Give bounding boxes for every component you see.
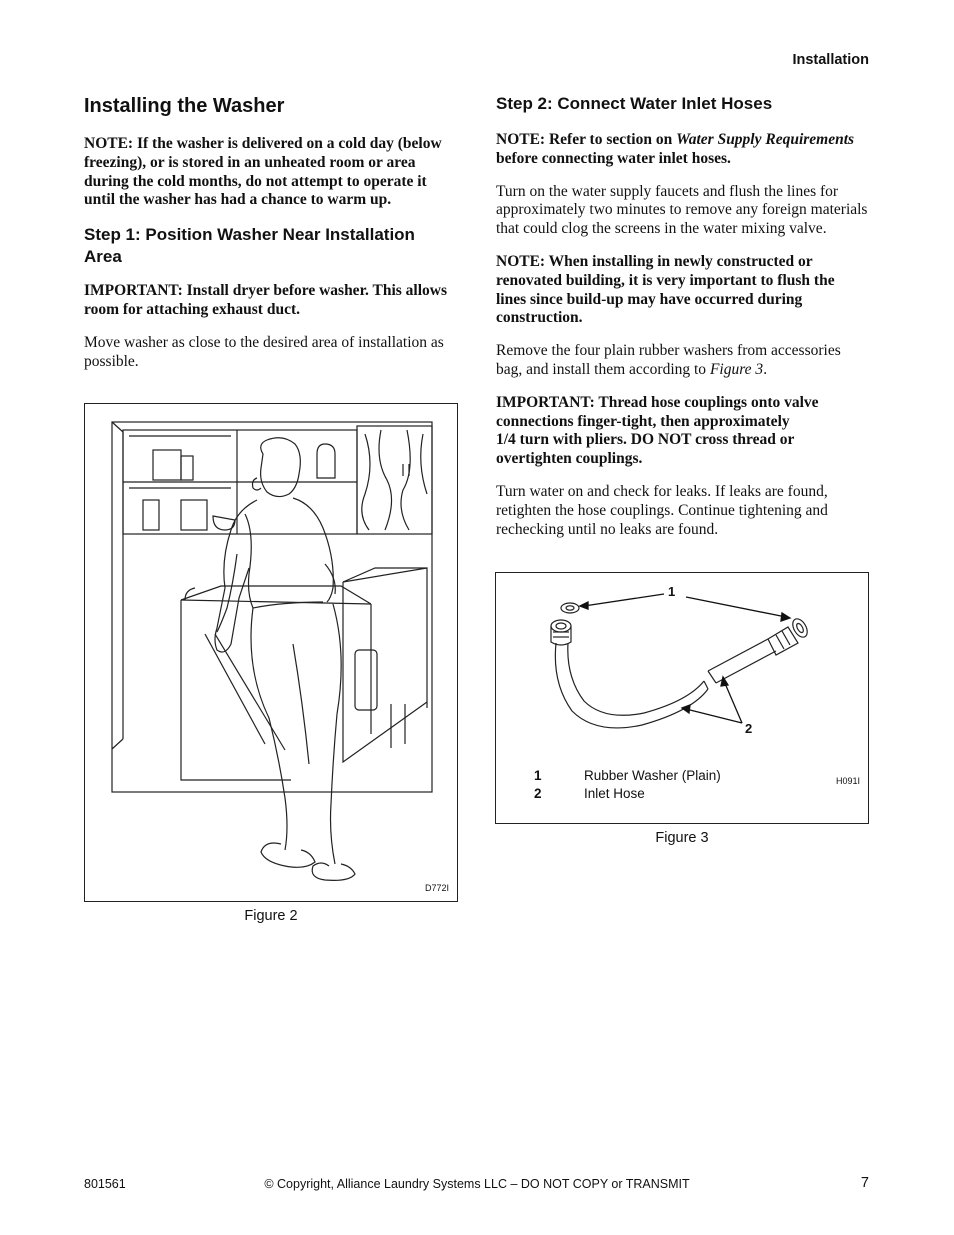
legend-number: 1 [534, 768, 542, 783]
callout-2: 2 [745, 721, 753, 736]
legend-number: 2 [534, 786, 542, 801]
callout-1: 1 [668, 584, 676, 599]
washer-installation-illustration [85, 404, 457, 901]
water-supply-link: Water Supply Requirements [676, 131, 855, 148]
figure-3-code: H091I [835, 776, 860, 786]
install-dryer-important: IMPORTANT: Install dryer before washer. This allows room for attaching exhaust duct. [84, 282, 448, 318]
right-column [496, 93, 868, 553]
thread-couplings-important [496, 394, 868, 469]
legend-item [534, 786, 645, 801]
legend-item [534, 768, 721, 783]
legend-label: Inlet Hose [584, 786, 645, 801]
document-number: 801561 [84, 1177, 126, 1191]
copyright-notice: © Copyright, Alliance Laundry Systems LLC – DO NOT COPY or TRANSMIT [264, 1177, 690, 1191]
figure-2-caption: Figure 2 [244, 908, 298, 924]
para2-suffix: . [763, 360, 768, 378]
figure-3-caption: Figure 3 [655, 830, 709, 846]
new-construction-note: NOTE: When installing in newly constructed or renovated building, it is very important to flush the lines since build-up may have occurred during construction. [496, 252, 835, 327]
page-number: 7 [860, 1175, 869, 1191]
figure-3-reference: Figure 3 [709, 360, 764, 378]
flush-lines-text: Turn on the water supply faucets and flush the lines for approximately two minutes to remove any foreign materials that could clog the screens in the water mixing valve. [496, 182, 868, 238]
figure-3-frame [495, 572, 869, 824]
important-line2: 1/4 turn with pliers. DO NOT cross thread or overtighten couplings. [496, 431, 795, 468]
note1-prefix: NOTE: Refer to section on [496, 131, 677, 148]
para2-prefix: Remove the four plain rubber washers from accessories bag, and install them according to [496, 342, 841, 378]
note1-suffix: before connecting water inlet hoses. [496, 149, 731, 167]
step2-heading: Step 2: Connect Water Inlet Hoses [496, 94, 773, 113]
rubber-washers-text [496, 342, 868, 380]
legend-label: Rubber Washer (Plain) [584, 768, 721, 783]
water-supply-note [496, 131, 868, 169]
figure-2-frame [84, 403, 458, 902]
figure-2-code: D772I [424, 883, 449, 893]
left-column [84, 93, 456, 385]
page-title: Installing the Washer [84, 95, 285, 117]
cold-weather-note: NOTE: If the washer is delivered on a cold day (below freezing), or is stored in an unheated room or area during the cold months, do not attempt to operate it until the washer has had a chance to warm up. [84, 135, 442, 209]
check-leaks-text: Turn water on and check for leaks. If leaks are found, retighten the hose couplings. Continue tightening and rechecking until no leaks are found. [496, 482, 828, 538]
step1-heading: Step 1: Position Washer Near Installation Area [84, 225, 415, 267]
section-header: Installation [792, 52, 869, 68]
inlet-hose-illustration [496, 573, 868, 753]
important-line1: IMPORTANT: Thread hose couplings onto valve connections finger-tight, then approximately [496, 393, 819, 430]
move-washer-text: Move washer as close to the desired area of installation as possible. [84, 333, 444, 370]
